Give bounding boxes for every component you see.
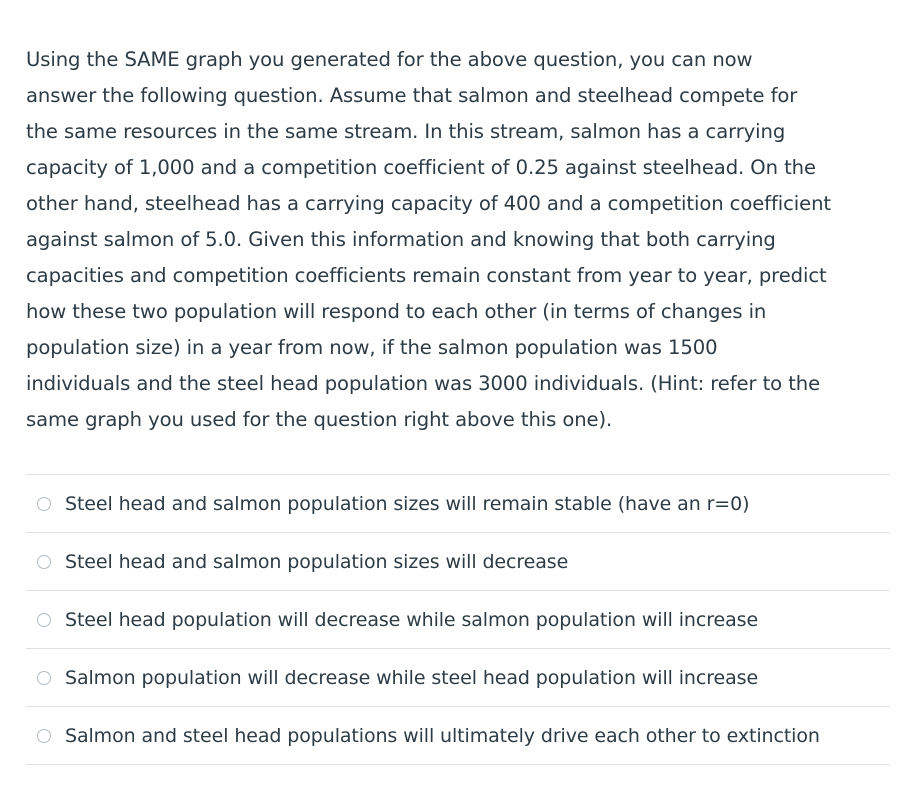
- answer-label: Steel head and salmon population sizes will remain stable (have an r=0): [65, 492, 750, 515]
- radio-button[interactable]: [37, 671, 51, 685]
- question-line: population size) in a year from now, if the salmon population was 1500: [26, 336, 718, 359]
- answer-option-5[interactable]: [26, 707, 890, 765]
- question-line: capacities and competition coefficients remain constant from year to year, predict: [26, 264, 827, 287]
- question-line: individuals and the steel head population was 3000 individuals. (Hint: refer to the: [26, 372, 821, 395]
- radio-button[interactable]: [37, 613, 51, 627]
- question-line: answer the following question. Assume that salmon and steelhead compete for: [26, 84, 798, 107]
- answer-option-2[interactable]: [26, 533, 890, 591]
- answer-option-3[interactable]: [26, 591, 890, 649]
- question-text: [26, 42, 896, 438]
- answer-label: Steel head population will decrease while salmon population will increase: [65, 608, 759, 631]
- question-line: against salmon of 5.0. Given this information and knowing that both carrying: [26, 228, 776, 251]
- answer-label: Salmon and steel head populations will ultimately drive each other to extinction: [65, 724, 820, 747]
- question-line: how these two population will respond to each other (in terms of changes in: [26, 300, 767, 323]
- radio-button[interactable]: [37, 555, 51, 569]
- question-line: capacity of 1,000 and a competition coefficient of 0.25 against steelhead. On the: [26, 156, 816, 179]
- question-line: Using the SAME graph you generated for the above question, you can now: [26, 48, 753, 71]
- radio-button[interactable]: [37, 729, 51, 743]
- answer-list: [26, 474, 890, 765]
- question-line: other hand, steelhead has a carrying capacity of 400 and a competition coefficient: [26, 192, 831, 215]
- answer-option-4[interactable]: [26, 649, 890, 707]
- answer-label: Salmon population will decrease while steel head population will increase: [65, 666, 759, 689]
- question-line: the same resources in the same stream. In this stream, salmon has a carrying: [26, 120, 786, 143]
- radio-button[interactable]: [37, 497, 51, 511]
- answer-option-1[interactable]: [26, 475, 890, 533]
- question-line: same graph you used for the question right above this one).: [26, 408, 613, 431]
- answer-label: Steel head and salmon population sizes will decrease: [65, 550, 569, 573]
